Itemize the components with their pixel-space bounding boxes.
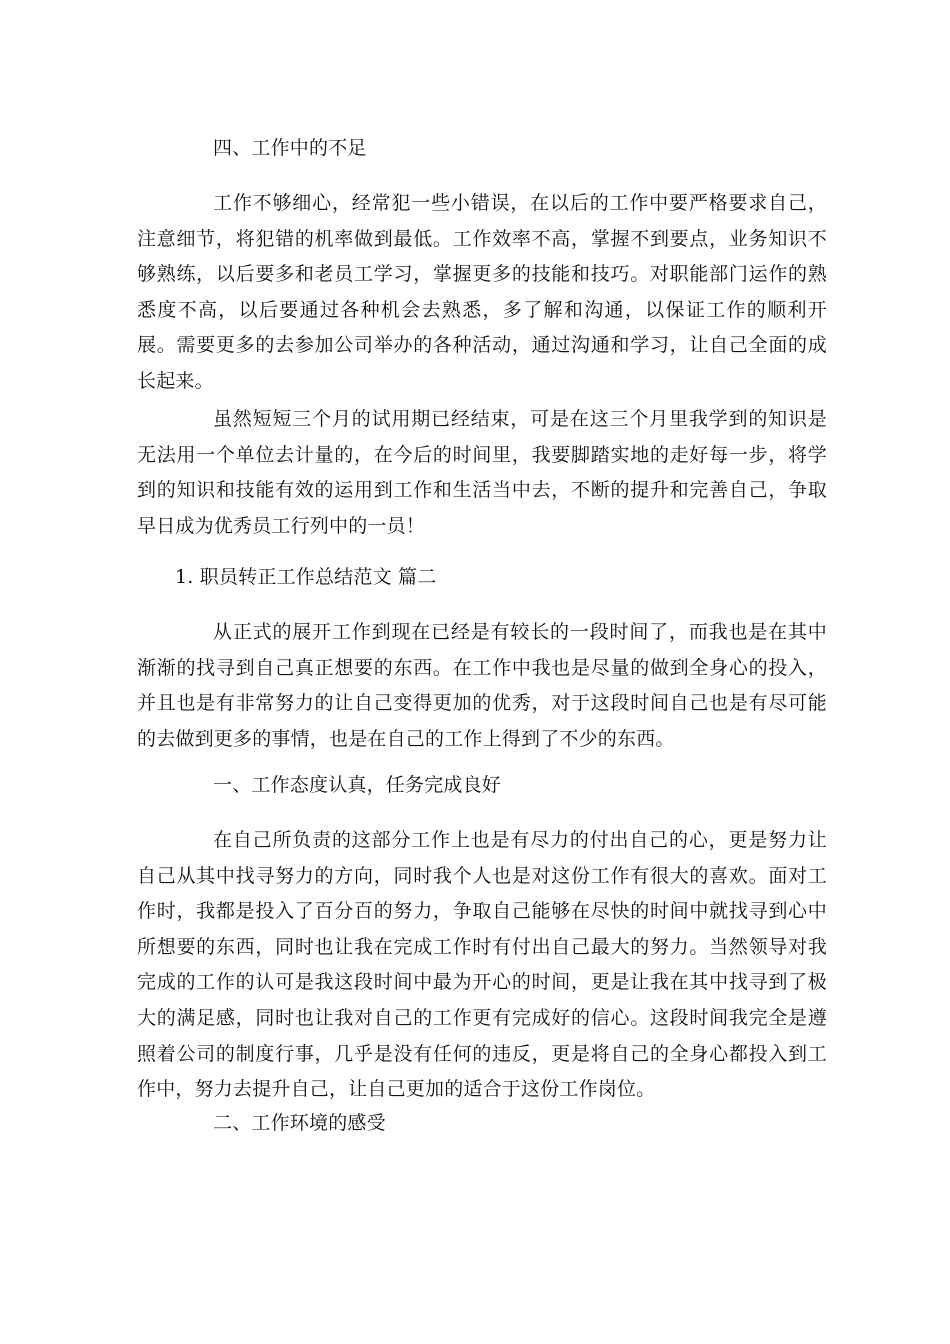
article-title-two: 1. 职员转正工作总结范文 篇二: [175, 566, 437, 588]
section-heading-shortcomings: 四、工作中的不足: [213, 137, 367, 159]
section-heading-attitude: 一、工作态度认真，任务完成良好: [213, 774, 502, 796]
paragraph-attitude: 在自己所负责的这部分工作上也是有尽力的付出自己的心，更是努力让自己从其中找寻努力的方向，同时我个人也是对这份工作有很大的喜欢。面对工作时，我都是投入了百分百的努力，争取自己能够在尽快的时间中就找寻到心中所想要的东西，同时也让我在完成工作时有付出自己最大的努力。当然领导对我完成的工作的认可是我这段时间中最为开心的时间，更是让我在其中找寻到了极大的满足感，同时也让我对自己的工作更有完成好的信心。这段时间我完全是遵照着公司的制度行事，几乎是没有任何的违反，更是将自己的全身心都投入到工作中，努力去提升自己，让自己更加的适合于这份工作岗位。: [137, 829, 827, 1101]
paragraph-shortcomings: 工作不够细心，经常犯一些小错误，在以后的工作中要严格要求自己，注意细节，将犯错的机率做到最低。工作效率不高，掌握不到要点，业务知识不够熟练，以后要多和老员工学习，掌握更多的技能和技巧。对职能部门运作的熟悉度不高，以后要通过各种机会去熟悉，多了解和沟通，以保证工作的顺利开展。需要更多的去参加公司举办的各种活动，通过沟通和学习，让自己全面的成长起来。: [137, 192, 827, 392]
paragraph-conclusion: 虽然短短三个月的试用期已经结束，可是在这三个月里我学到的知识是无法用一个单位去计量的，在今后的时间里，我要脚踏实地的走好每一步，将学到的知识和技能有效的运用到工作和生活当中去，不断的提升和完善自己，争取早日成为优秀员工行列中的一员！: [137, 408, 827, 537]
paragraph-intro-two: 从正式的展开工作到现在已经是有较长的一段时间了，而我也是在其中渐渐的找寻到自己真正想要的东西。在工作中我也是尽量的做到全身心的投入，并且也是有非常努力的让自己变得更加的优秀，对于这段时间自己也是有尽可能的去做到更多的事情，也是在自己的工作上得到了不少的东西。: [137, 621, 827, 750]
section-heading-environment: 二、工作环境的感受: [213, 1112, 386, 1134]
